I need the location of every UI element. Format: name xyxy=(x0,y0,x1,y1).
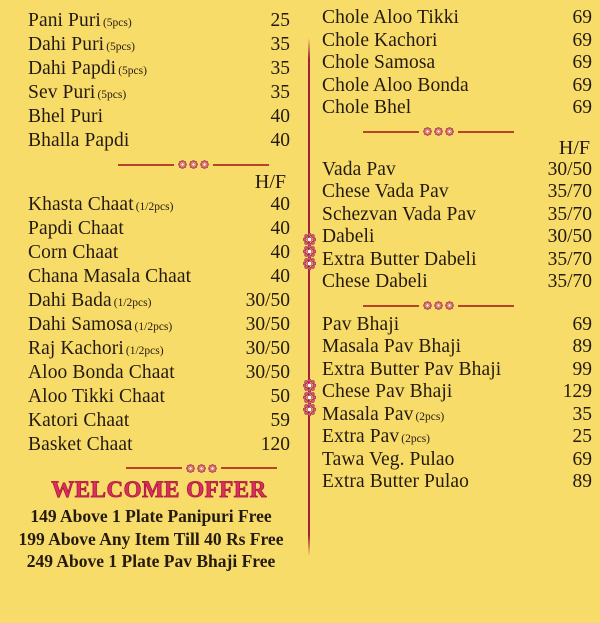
floral-rosette-icon xyxy=(419,127,458,136)
menu-item-row xyxy=(322,427,592,447)
item-price: 120 xyxy=(260,433,290,455)
menu-item-row xyxy=(28,435,290,455)
item-price: 25 xyxy=(572,426,592,447)
item-price: 30/50 xyxy=(547,226,592,247)
item-name: Aloo Tikki Chaat xyxy=(28,385,166,407)
menu-item-row xyxy=(28,387,290,407)
item-price: 40 xyxy=(270,265,290,287)
menu-item-row xyxy=(28,131,290,151)
right-column xyxy=(300,0,600,623)
divider-line-left xyxy=(363,305,419,307)
item-name: Dahi Puri (5pcs) xyxy=(28,34,135,55)
offer-line: 199 Above Any Item Till 40 Rs Free xyxy=(18,528,284,549)
item-name: Tawa Veg. Pulao xyxy=(322,448,455,470)
item-price: 50 xyxy=(270,385,290,407)
item-price: 89 xyxy=(572,336,592,357)
item-price: 40 xyxy=(270,193,290,215)
item-price: 89 xyxy=(572,471,592,492)
item-price: 69 xyxy=(572,97,592,118)
item-price: 30/50 xyxy=(245,361,290,383)
item-name: Chole Kachori xyxy=(322,29,438,51)
item-name: Masala Pav (2pcs) xyxy=(322,403,445,425)
menu-item-row xyxy=(322,360,592,380)
menu-item-row xyxy=(322,382,592,402)
price-header-hf-left: H/F xyxy=(254,170,286,193)
menu-item-row xyxy=(322,76,592,96)
item-price: 40 xyxy=(270,106,290,127)
item-price: 129 xyxy=(562,381,592,402)
offer-line: 249 Above 1 Plate Pav Bhaji Free xyxy=(26,551,276,572)
item-price: 99 xyxy=(572,358,592,380)
floral-rosette-icon xyxy=(419,301,458,310)
menu-item-row xyxy=(322,227,592,247)
chole-section xyxy=(322,8,592,118)
offer-divider xyxy=(100,461,302,475)
item-price: 35 xyxy=(270,58,290,79)
vadapav-section xyxy=(322,160,592,292)
menu-item-row xyxy=(28,195,290,215)
item-name: Masala Pav Bhaji xyxy=(322,336,462,357)
pavbhaji-section xyxy=(322,315,592,492)
item-price: 30/50 xyxy=(547,158,592,180)
item-name: Khasta Chaat (1/2pcs) xyxy=(28,193,174,215)
section-divider xyxy=(90,158,296,172)
menu-item-row xyxy=(322,450,592,470)
menu-item-row xyxy=(322,250,592,270)
divider-line-left xyxy=(126,467,182,469)
item-name: Chole Bhel xyxy=(322,97,412,118)
menu-item-row xyxy=(28,35,290,55)
menu-item-row xyxy=(322,31,592,51)
price-header-hf-right: H/F xyxy=(558,136,590,159)
menu-item-row xyxy=(28,267,290,287)
item-name: Chese Vada Pav xyxy=(322,181,449,202)
divider-line-right xyxy=(213,164,269,166)
item-qty: (1/2pcs) xyxy=(113,296,152,309)
item-name: Vada Pav xyxy=(322,158,396,180)
item-name: Chole Aloo Tikki xyxy=(322,7,460,28)
menu-item-row xyxy=(322,272,592,292)
item-qty: (5pcs) xyxy=(97,89,127,101)
item-price: 25 xyxy=(270,10,290,31)
item-price: 35/70 xyxy=(547,203,592,225)
item-price: 40 xyxy=(270,241,290,263)
item-price: 69 xyxy=(572,29,592,51)
menu-item-row xyxy=(28,363,290,383)
item-price: 35 xyxy=(572,403,592,425)
item-price: 30/50 xyxy=(245,313,290,335)
item-name: Chole Aloo Bonda xyxy=(322,74,469,96)
item-qty: (1/2pcs) xyxy=(135,200,174,213)
divider-line-left xyxy=(118,164,174,166)
divider-line-right xyxy=(221,467,277,469)
item-name: Bhalla Papdi xyxy=(28,130,130,151)
menu-item-row xyxy=(28,411,290,431)
floral-rosette-icon xyxy=(182,464,221,473)
item-name: Katori Chaat xyxy=(28,409,130,431)
item-price: 59 xyxy=(270,409,290,431)
item-name: Corn Chaat xyxy=(28,241,119,263)
item-name: Dahi Samosa (1/2pcs) xyxy=(28,313,173,335)
section-divider xyxy=(332,299,544,313)
menu-item-row xyxy=(28,219,290,239)
item-name: Pav Bhaji xyxy=(322,313,400,335)
item-price: 69 xyxy=(572,448,592,470)
item-qty: (5pcs) xyxy=(102,17,132,29)
welcome-offer-title: WELCOME OFFER xyxy=(51,477,267,502)
item-price: 40 xyxy=(270,130,290,151)
item-qty: (5pcs) xyxy=(106,41,135,53)
item-price: 35/70 xyxy=(547,271,592,292)
item-qty: (2pcs) xyxy=(415,410,445,423)
welcome-offer-section xyxy=(18,477,290,572)
item-price: 40 xyxy=(270,217,290,239)
item-name: Dahi Bada (1/2pcs) xyxy=(28,289,152,311)
menu-item-row xyxy=(28,315,290,335)
menu-item-row xyxy=(322,315,592,335)
item-name: Extra Butter Pav Bhaji xyxy=(322,358,502,380)
item-price: 69 xyxy=(572,7,592,28)
menu-item-row xyxy=(322,8,592,28)
puri-section xyxy=(28,11,290,151)
menu-item-row xyxy=(322,205,592,225)
item-name: Aloo Bonda Chaat xyxy=(28,361,175,383)
menu-item-row xyxy=(28,339,290,359)
item-price: 69 xyxy=(572,52,592,73)
item-name: Dabeli xyxy=(322,226,375,247)
menu-item-row xyxy=(322,53,592,73)
item-qty: (1/2pcs) xyxy=(134,320,173,333)
menu-item-row xyxy=(322,472,592,492)
item-price: 35 xyxy=(270,34,290,55)
item-qty: (2pcs) xyxy=(401,433,431,445)
item-name: Extra Butter Dabeli xyxy=(322,248,477,270)
item-name: Sev Puri (5pcs) xyxy=(28,82,127,103)
item-price: 69 xyxy=(572,74,592,96)
item-qty: (1/2pcs) xyxy=(125,344,164,357)
item-price: 30/50 xyxy=(245,337,290,359)
divider-line-right xyxy=(458,305,514,307)
item-name: Raj Kachori (1/2pcs) xyxy=(28,337,164,359)
menu-item-row xyxy=(28,11,290,31)
item-name: Extra Pav (2pcs) xyxy=(322,426,431,447)
item-name: Pani Puri (5pcs) xyxy=(28,10,132,31)
menu-item-row xyxy=(28,107,290,127)
menu-item-row xyxy=(322,160,592,180)
item-name: Extra Butter Pulao xyxy=(322,471,469,492)
menu-item-row xyxy=(28,59,290,79)
item-price: 69 xyxy=(572,313,592,335)
item-qty: (5pcs) xyxy=(118,65,147,77)
menu-item-row xyxy=(28,83,290,103)
menu-item-row xyxy=(28,243,290,263)
section-divider xyxy=(332,125,544,139)
item-name: Chana Masala Chaat xyxy=(28,265,192,287)
item-name: Chese Pav Bhaji xyxy=(322,381,453,402)
item-price: 30/50 xyxy=(245,289,290,311)
item-price: 35/70 xyxy=(547,248,592,270)
divider-line-right xyxy=(458,131,514,133)
item-name: Bhel Puri xyxy=(28,106,104,127)
divider-line-left xyxy=(363,131,419,133)
item-price: 35 xyxy=(270,82,290,103)
chaat-section xyxy=(28,195,290,455)
menu-item-row xyxy=(322,98,592,118)
item-name: Dahi Papdi (5pcs) xyxy=(28,58,147,79)
item-name: Chese Dabeli xyxy=(322,271,428,292)
offer-line: 149 Above 1 Plate Panipuri Free xyxy=(30,506,272,527)
item-name: Papdi Chaat xyxy=(28,217,124,239)
item-price: 35/70 xyxy=(547,181,592,202)
item-name: Basket Chaat xyxy=(28,433,133,455)
menu-item-row xyxy=(28,291,290,311)
floral-rosette-icon xyxy=(174,160,213,169)
menu-item-row xyxy=(322,405,592,425)
menu-item-row xyxy=(322,337,592,357)
menu-item-row xyxy=(322,182,592,202)
item-name: Schezvan Vada Pav xyxy=(322,203,477,225)
item-name: Chole Samosa xyxy=(322,52,436,73)
